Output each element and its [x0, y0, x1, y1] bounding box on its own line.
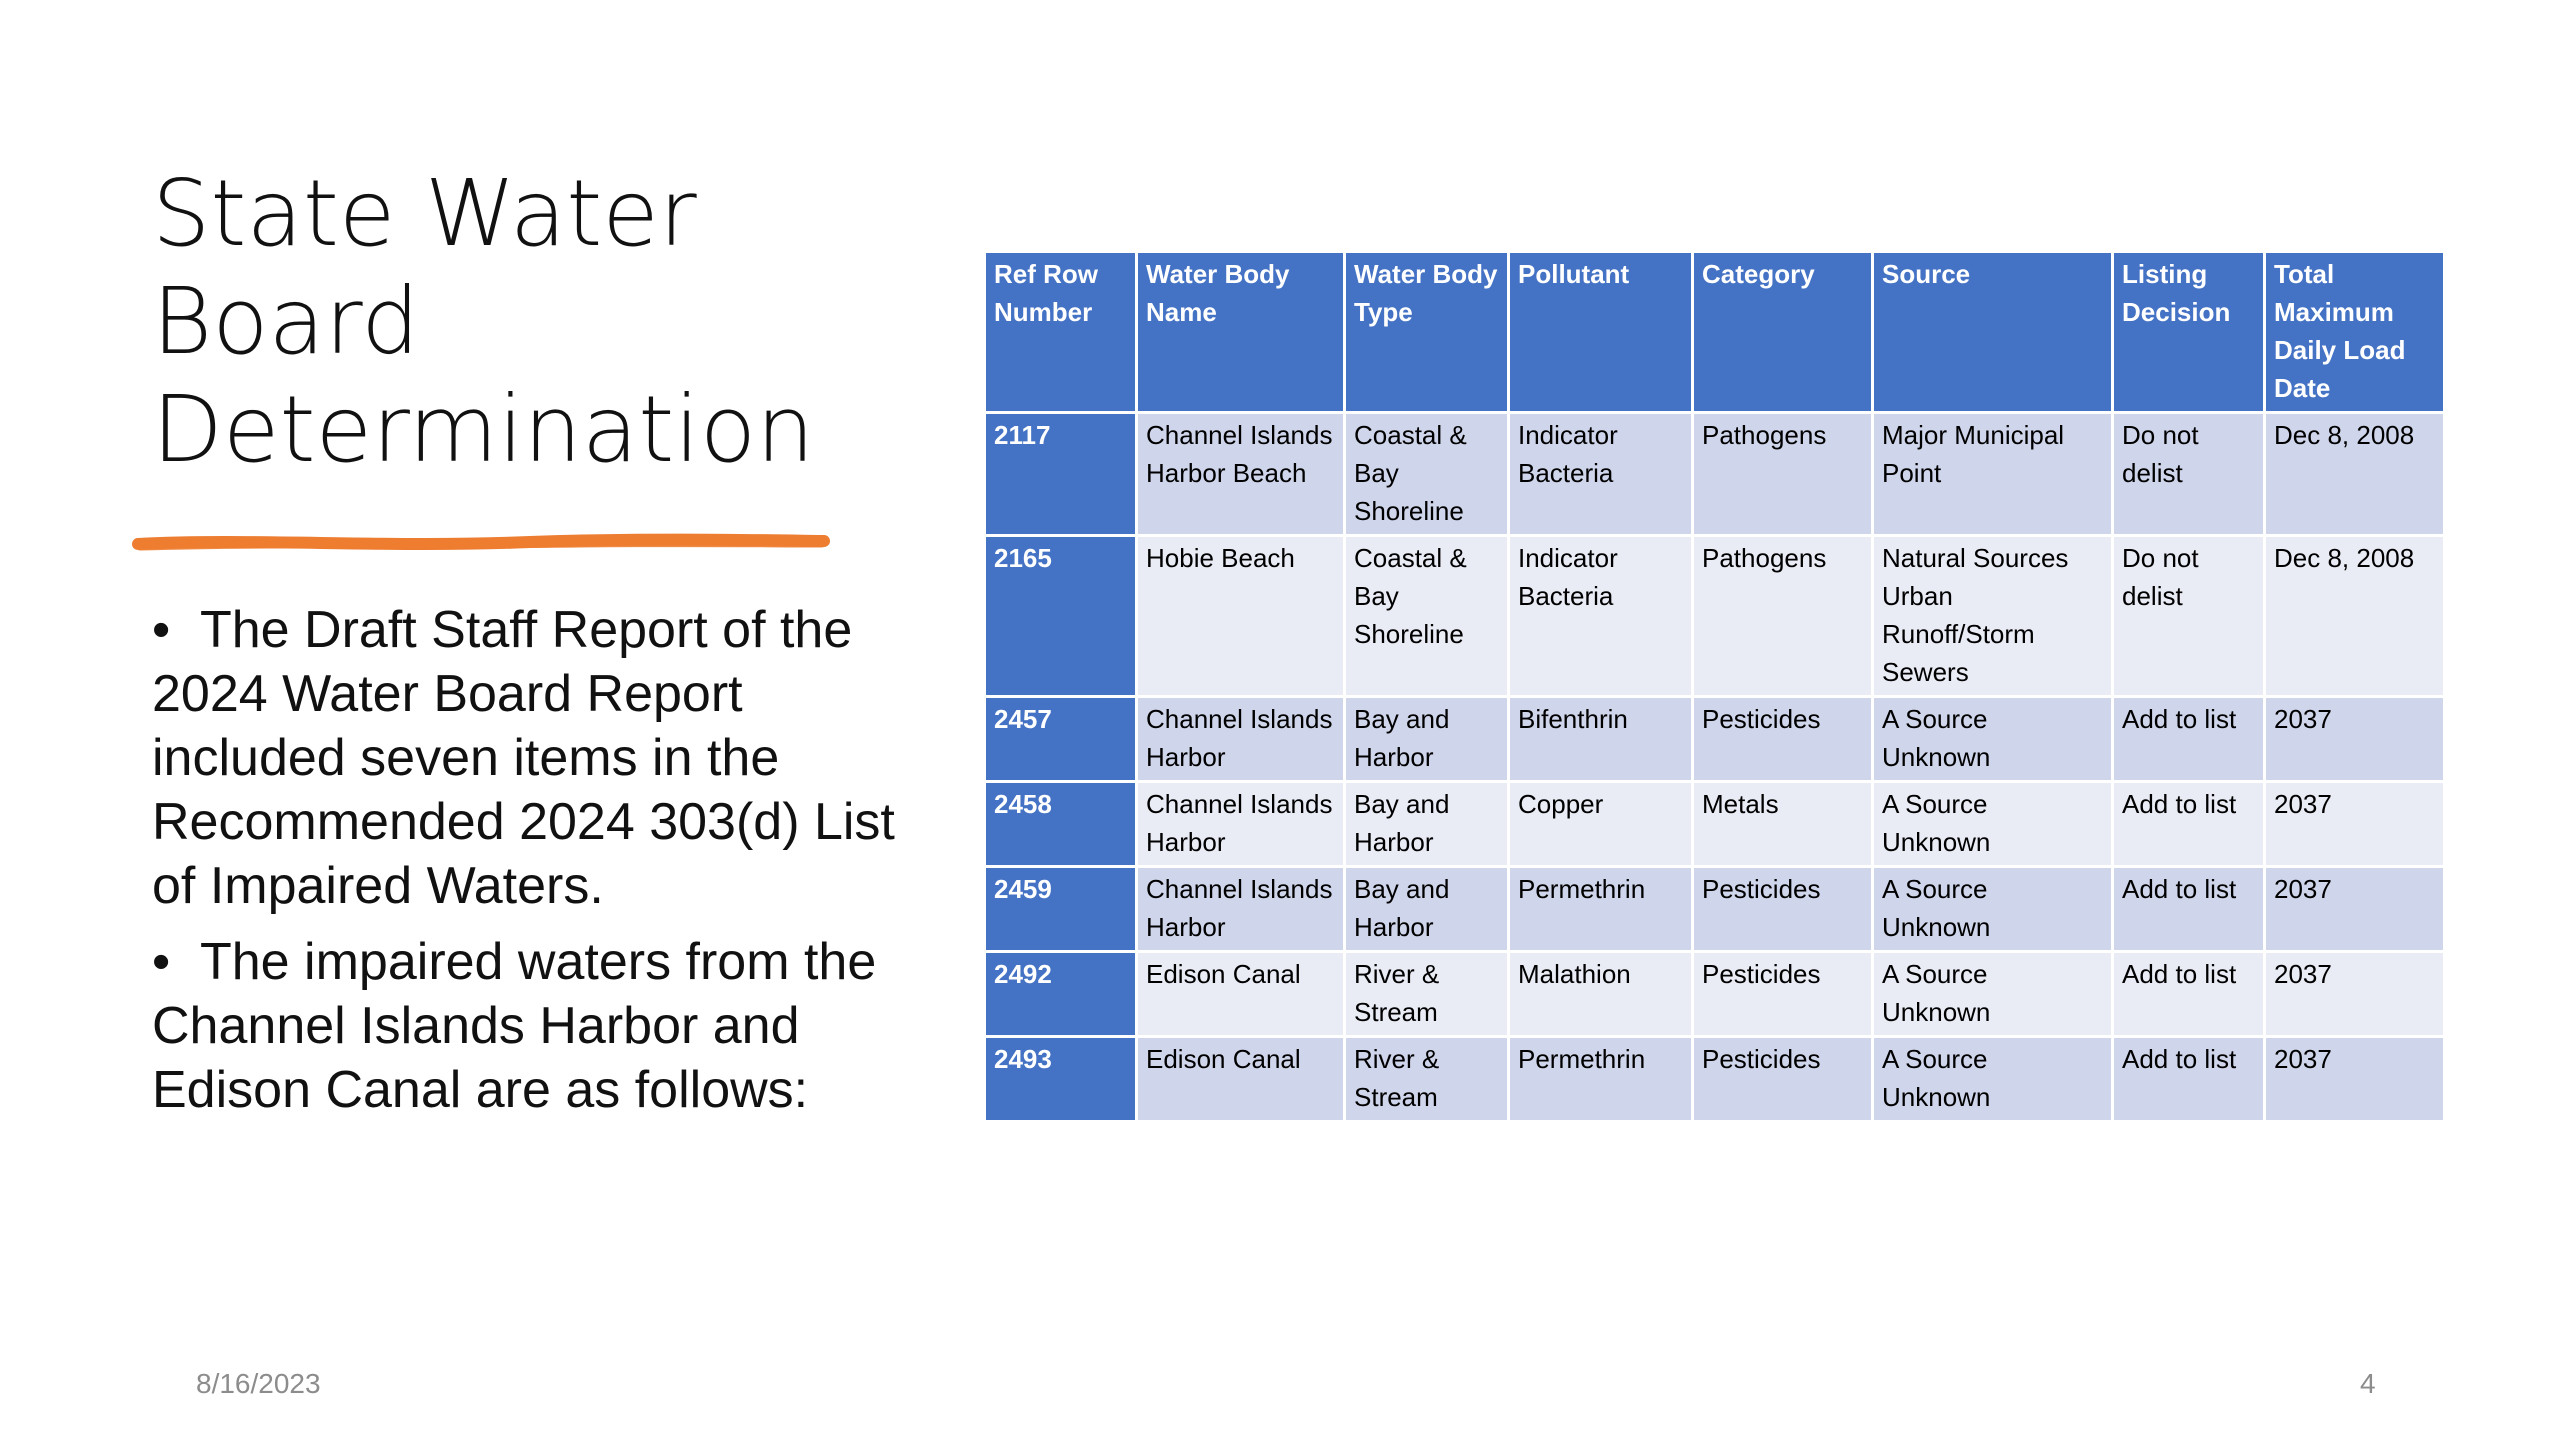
table-cell: Pathogens: [1693, 536, 1873, 697]
table-cell: Pathogens: [1693, 413, 1873, 536]
table-row: [985, 1037, 2445, 1122]
table-row: [985, 697, 2445, 782]
table-cell: Major Municipal Point: [1873, 413, 2113, 536]
column-header: Water Body Type: [1345, 252, 1509, 413]
table-cell: Add to list: [2113, 867, 2265, 952]
table-row: [985, 867, 2445, 952]
table-cell: Add to list: [2113, 1037, 2265, 1122]
table-cell: 2037: [2265, 782, 2445, 867]
table-cell: Permethrin: [1509, 867, 1693, 952]
table-cell: Malathion: [1509, 952, 1693, 1037]
table-cell: Channel Islands Harbor: [1137, 697, 1345, 782]
title-underline-accent: [130, 530, 830, 556]
table-cell: Do not delist: [2113, 536, 2265, 697]
table-row: [985, 413, 2445, 536]
table-cell: Bay and Harbor: [1345, 867, 1509, 952]
table-cell: 2037: [2265, 1037, 2445, 1122]
table-cell: A Source Unknown: [1873, 782, 2113, 867]
table-cell: Edison Canal: [1137, 952, 1345, 1037]
column-header: Source: [1873, 252, 2113, 413]
table-cell: Add to list: [2113, 782, 2265, 867]
table-cell: Dec 8, 2008: [2265, 413, 2445, 536]
table-cell-ref: 2117: [985, 413, 1137, 536]
footer-date: 8/16/2023: [196, 1368, 321, 1399]
table-cell: A Source Unknown: [1873, 952, 2113, 1037]
table-cell: Add to list: [2113, 952, 2265, 1037]
table-cell: Coastal & Bay Shoreline: [1345, 413, 1509, 536]
table-cell-ref: 2458: [985, 782, 1137, 867]
bullet-text: The impaired waters from the Channel Islands Harbor and Edison Canal are as follows:: [152, 933, 877, 1119]
table-cell: Edison Canal: [1137, 1037, 1345, 1122]
table-cell: A Source Unknown: [1873, 697, 2113, 782]
bullet-text: The Draft Staff Report of the 2024 Water Board Report included seven items in the Recommended 2024 303(d) List of Impaired Waters.: [152, 601, 895, 915]
impaired-waters-table: [983, 250, 2446, 1123]
table-cell: Dec 8, 2008: [2265, 536, 2445, 697]
title-line: Board: [152, 268, 420, 375]
table-cell: Metals: [1693, 782, 1873, 867]
column-header: Pollutant: [1509, 252, 1693, 413]
table-cell: River & Stream: [1345, 1037, 1509, 1122]
table-cell: Pesticides: [1693, 952, 1873, 1037]
column-header: Ref Row Number: [985, 252, 1137, 413]
bullet-marker: •: [152, 933, 171, 991]
table-cell: Pesticides: [1693, 697, 1873, 782]
column-header: Water Body Name: [1137, 252, 1345, 413]
column-header: Listing Decision: [2113, 252, 2265, 413]
table-cell: 2037: [2265, 952, 2445, 1037]
slide-number: 4: [2360, 1368, 2376, 1399]
table-cell: Add to list: [2113, 697, 2265, 782]
bullet-marker: •: [152, 601, 171, 659]
table-cell: 2037: [2265, 697, 2445, 782]
table-row: [985, 782, 2445, 867]
title-line: Determination: [152, 376, 815, 483]
bullet-item: [152, 930, 912, 1122]
table-cell: Do not delist: [2113, 413, 2265, 536]
table-cell: A Source Unknown: [1873, 867, 2113, 952]
table-cell-ref: 2493: [985, 1037, 1137, 1122]
table-cell: Bay and Harbor: [1345, 697, 1509, 782]
table-cell: Permethrin: [1509, 1037, 1693, 1122]
table-cell: Channel Islands Harbor: [1137, 782, 1345, 867]
bullet-list: [152, 598, 912, 1134]
table-cell: Hobie Beach: [1137, 536, 1345, 697]
table-cell: A Source Unknown: [1873, 1037, 2113, 1122]
table-cell-ref: 2459: [985, 867, 1137, 952]
table-cell: Bay and Harbor: [1345, 782, 1509, 867]
table-cell: Pesticides: [1693, 867, 1873, 952]
table-cell: Copper: [1509, 782, 1693, 867]
table-row: [985, 952, 2445, 1037]
table-cell: Channel Islands Harbor: [1137, 867, 1345, 952]
table-cell: Natural Sources Urban Runoff/Storm Sewers: [1873, 536, 2113, 697]
table-cell: Coastal & Bay Shoreline: [1345, 536, 1509, 697]
table-cell-ref: 2165: [985, 536, 1137, 697]
table-row: [985, 536, 2445, 697]
title-line: State Water: [152, 160, 697, 267]
table-cell: Indicator Bacteria: [1509, 413, 1693, 536]
slide-title: [152, 160, 912, 484]
bullet-item: [152, 598, 912, 918]
table-cell: Indicator Bacteria: [1509, 536, 1693, 697]
table-cell: 2037: [2265, 867, 2445, 952]
table-cell-ref: 2492: [985, 952, 1137, 1037]
table-cell: Bifenthrin: [1509, 697, 1693, 782]
table-cell: Pesticides: [1693, 1037, 1873, 1122]
table-header-row: [985, 252, 2445, 413]
table-cell-ref: 2457: [985, 697, 1137, 782]
column-header: Total Maximum Daily Load Date: [2265, 252, 2445, 413]
column-header: Category: [1693, 252, 1873, 413]
table-cell: River & Stream: [1345, 952, 1509, 1037]
table-cell: Channel Islands Harbor Beach: [1137, 413, 1345, 536]
